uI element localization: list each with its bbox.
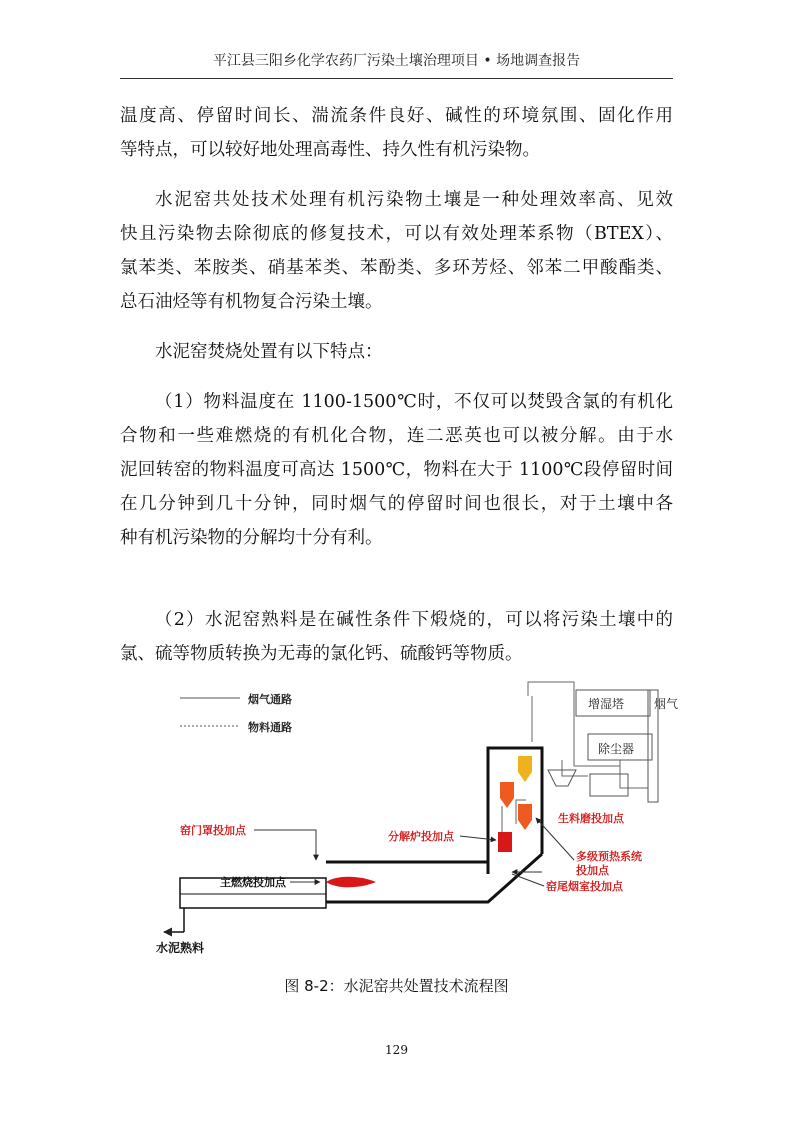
gas-path-line — [528, 682, 574, 716]
page-number: 129 — [385, 1043, 408, 1057]
paragraph-3 — [120, 335, 673, 369]
preheater-feed-label: 多级预热系统 — [576, 850, 642, 863]
calciner-feed-label: 分解炉投加点 — [388, 830, 454, 843]
main-burner-feed-label: 主燃烧投加点 — [220, 876, 286, 889]
text-line: 在几分钟到几十分钟，同时烟气的停留时间也很长，对于土壤中各 — [120, 494, 673, 514]
gas-path-line — [574, 716, 620, 766]
text-line: 等特点，可以较好地处理高毒性、持久性有机污染物。 — [120, 140, 540, 160]
text-line: （1）物料温度在 1100-1500℃时，不仅可以焚毁含氯的有机化 — [155, 392, 673, 412]
preheater-feed-label: 投加点 — [576, 864, 609, 877]
text-line: 快且污染物去除彻底的修复技术，可以有效处理苯系物（BTEX）、 — [120, 224, 673, 244]
paragraph-5 — [120, 603, 673, 671]
text-line: （2）水泥窑熟料是在碱性条件下煅烧的，可以将污染土壤中的 — [155, 610, 673, 630]
preheater-tower-frame — [488, 748, 542, 874]
paragraph-2 — [120, 183, 673, 319]
calciner-red — [498, 832, 512, 852]
text-line: 种有机污染物的分解均十分有利。 — [120, 528, 383, 548]
kiln-inlet-feed-label: 窑尾烟室投加点 — [546, 880, 623, 893]
kiln-outline — [326, 862, 488, 874]
legend-gas-label: 烟气通路 — [248, 693, 292, 706]
gas-path-line — [562, 760, 588, 776]
text-line: 温度高、停留时间长、湍流条件良好、碱性的环境氛围、固化作用 — [120, 106, 673, 126]
text-line: 泥回转窑的物料温度可高达 1500℃，物料在大于 1100℃段停留时间 — [120, 460, 673, 480]
text-line: 合物和一些难燃烧的有机化合物，连二恶英也可以被分解。由于水 — [120, 426, 673, 446]
kiln-hood-feed-label: 窑门罩投加点 — [180, 824, 246, 837]
raw-mill-feed-label: 生料磨投加点 — [558, 812, 624, 825]
header-rule — [120, 78, 673, 79]
flue-gas-label: 烟气 — [654, 697, 679, 711]
text-line: 总石油烃等有机物复合污染土壤。 — [120, 292, 383, 312]
text-line: 水泥窑焚烧处置有以下特点： — [155, 342, 383, 362]
cyclone-orange — [518, 804, 532, 830]
paragraph-1 — [120, 99, 673, 167]
calciner-feed-arrow — [460, 836, 496, 840]
text-line: 氯、硫等物质转换为无毒的氯化钙、硫酸钙等物质。 — [120, 644, 523, 664]
kiln-hood-pointer — [254, 830, 316, 860]
humidifier-tower-label: 增湿塔 — [588, 697, 625, 711]
raw-mill-box — [590, 774, 628, 796]
figure-caption: 图 8-2：水泥窑共处置技术流程图 — [284, 977, 509, 995]
clinker-label: 水泥熟料 — [156, 941, 205, 955]
cyclone-yellow — [518, 756, 532, 782]
text-line: 水泥窑共处技术处理有机污染物土壤是一种处理效率高、见效 — [155, 190, 673, 210]
text-line: 氯苯类、苯胺类、硝基苯类、苯酚类、多环芳烃、邻苯二甲酸酯类、 — [120, 258, 673, 278]
dust-collector-label: 除尘器 — [598, 742, 635, 756]
paragraph-4 — [120, 385, 673, 555]
page-header: 平江县三阳乡化学农药厂污染土壤治理项目 • 场地调查报告 — [212, 53, 581, 69]
burner-flame — [326, 877, 376, 888]
cyclone-orange — [500, 782, 514, 808]
legend-material-label: 物料通路 — [248, 721, 292, 734]
kiln-inlet-pointer — [512, 874, 544, 886]
process-flow-diagram — [140, 676, 679, 976]
